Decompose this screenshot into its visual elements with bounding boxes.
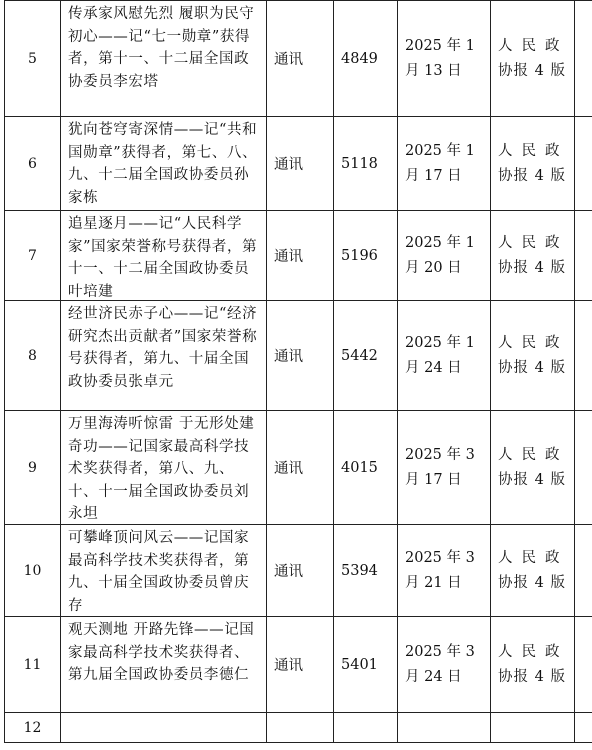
row-number: 5 (5, 1, 61, 117)
publication (491, 411, 575, 525)
date-line-1: 2025 年 1 (405, 37, 475, 54)
publication-line-1: 人民政 (498, 234, 569, 251)
publication-line-1: 人民政 (498, 643, 569, 660)
row-number: 10 (5, 525, 61, 617)
publish-date (398, 301, 491, 411)
word-count: 5442 (334, 301, 398, 411)
article-title-cell (61, 525, 267, 617)
article-title: 可攀峰顶问风云——记国家最高科学技术奖获得者，第九、十届全国政协委员曾庆存 (68, 530, 250, 614)
article-title-cell (61, 301, 267, 411)
article-title: 传承家风慰先烈 履职为民守初心——记“七一勋章”获得者，第十一、十二届全国政协委员李宏塔 (68, 6, 255, 90)
date-line-1: 2025 年 3 (405, 549, 475, 566)
word-count: 5394 (334, 525, 398, 617)
publication-line-2: 协报 4 版 (498, 668, 566, 685)
publication-line-1: 人民政 (498, 446, 569, 463)
empty-cell (575, 411, 592, 525)
publication (491, 301, 575, 411)
publication (491, 211, 575, 301)
table-row (5, 525, 592, 617)
empty-cell (575, 525, 592, 617)
date-line-2: 月 24 日 (405, 359, 462, 376)
publication (491, 617, 575, 713)
empty-cell (575, 211, 592, 301)
date-line-2: 月 20 日 (405, 259, 462, 276)
article-type: 通讯 (267, 301, 334, 411)
table-row (5, 301, 592, 411)
article-type: 通讯 (267, 211, 334, 301)
article-title-cell (61, 211, 267, 301)
article-title: 经世济民赤子心——记“经济研究杰出贡献者”国家荣誉称号获得者，第九、十届全国政协委员张卓元 (68, 306, 258, 390)
publication-line-1: 人民政 (498, 142, 569, 159)
publication (491, 1, 575, 117)
date-line-2: 月 13 日 (405, 62, 462, 79)
empty-cell (575, 617, 592, 713)
publish-date (398, 411, 491, 525)
publish-date (398, 1, 491, 117)
publication-line-2: 协报 4 版 (498, 259, 566, 276)
date-line-1: 2025 年 3 (405, 446, 475, 463)
table-row (5, 211, 592, 301)
works-table (4, 0, 592, 743)
publish-date (398, 617, 491, 713)
word-count: 5401 (334, 617, 398, 713)
publication-line-1: 人民政 (498, 334, 569, 351)
article-title: 追星逐月——记“人民科学家”国家荣誉称号获得者，第十一、十二届全国政协委员叶培建 (68, 216, 258, 299)
row-number: 7 (5, 211, 61, 301)
publish-date (398, 525, 491, 617)
publish-date (398, 211, 491, 301)
word-count: 5118 (334, 117, 398, 211)
article-type: 通讯 (267, 411, 334, 525)
date-line-1: 2025 年 1 (405, 234, 475, 251)
article-type: 通讯 (267, 1, 334, 117)
word-count: 4015 (334, 411, 398, 525)
word-count (334, 713, 398, 743)
empty-cell (575, 713, 592, 743)
date-line-2: 月 24 日 (405, 668, 462, 685)
publication-line-2: 协报 4 版 (498, 62, 566, 79)
article-type (267, 713, 334, 743)
publication-line-2: 协报 4 版 (498, 574, 566, 591)
publication-line-2: 协报 4 版 (498, 471, 566, 488)
table-row (5, 1, 592, 117)
article-title-cell (61, 117, 267, 211)
publication-line-1: 人民政 (498, 549, 569, 566)
publication-line-1: 人民政 (498, 37, 569, 54)
article-title-cell (61, 1, 267, 117)
publish-date (398, 713, 491, 743)
publication (491, 713, 575, 743)
row-number: 8 (5, 301, 61, 411)
word-count: 4849 (334, 1, 398, 117)
article-type: 通讯 (267, 617, 334, 713)
date-line-1: 2025 年 1 (405, 142, 475, 159)
article-type: 通讯 (267, 525, 334, 617)
date-line-1: 2025 年 1 (405, 334, 475, 351)
row-number: 6 (5, 117, 61, 211)
row-number: 12 (5, 713, 61, 743)
table-row (5, 411, 592, 525)
empty-cell (575, 117, 592, 211)
article-title: 犹向苍穹寄深情——记“共和国勋章”获得者，第七、八、九、十二届全国政协委员孙家栋 (68, 122, 258, 206)
publication (491, 117, 575, 211)
date-line-2: 月 21 日 (405, 574, 462, 591)
table-row (5, 617, 592, 713)
article-title-cell (61, 411, 267, 525)
publication-line-2: 协报 4 版 (498, 167, 566, 184)
publish-date (398, 117, 491, 211)
article-type: 通讯 (267, 117, 334, 211)
article-title-cell (61, 713, 267, 743)
publication-line-2: 协报 4 版 (498, 359, 566, 376)
row-number: 11 (5, 617, 61, 713)
table-row (5, 713, 592, 743)
date-line-1: 2025 年 3 (405, 643, 475, 660)
table-row (5, 117, 592, 211)
empty-cell (575, 301, 592, 411)
row-number: 9 (5, 411, 61, 525)
article-title: 万里海涛听惊雷 于无形处建奇功——记国家最高科学技术奖获得者，第八、九、十、十一届全国政协委员刘永坦 (68, 416, 255, 522)
article-title: 观天测地 开路先锋——记国家最高科学技术奖获得者、第九届全国政协委员李德仁 (68, 622, 255, 683)
publication (491, 525, 575, 617)
date-line-2: 月 17 日 (405, 167, 462, 184)
article-title-cell (61, 617, 267, 713)
word-count: 5196 (334, 211, 398, 301)
empty-cell (575, 1, 592, 117)
date-line-2: 月 17 日 (405, 471, 462, 488)
